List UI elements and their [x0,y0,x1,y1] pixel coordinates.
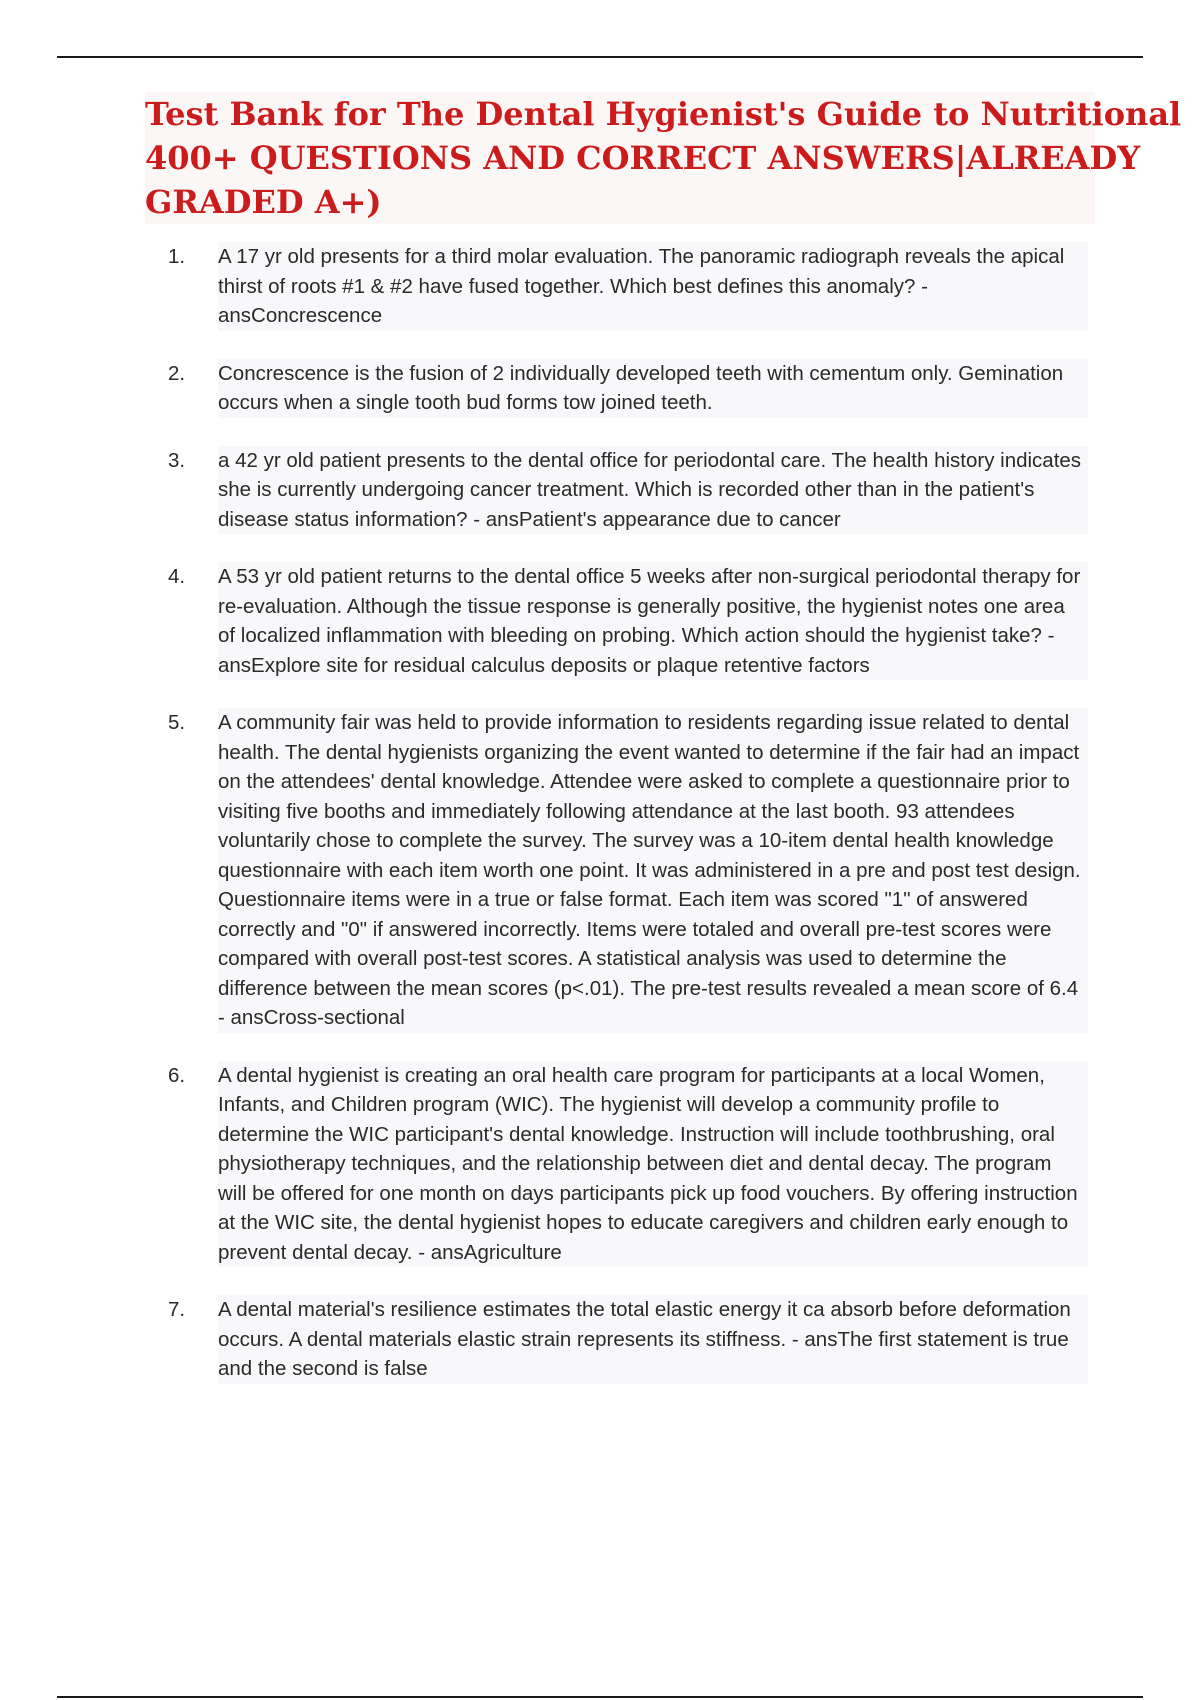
question-item-3 [168,446,1088,535]
question-text: a 42 yr old patient presents to the dental office for periodontal care. The health history indicates she is currently undergoing cancer treatment. Which is recorded other than in the patient's disease status information? - ansPatient's appearance due to cancer [218,446,1088,535]
question-text: A community fair was held to provide information to residents regarding issue related to dental health. The dental hygienists organizing the event wanted to determine if the fair had an impact on the attendees' dental knowledge. Attendee were asked to complete a questionnaire prior to visiting five booths and immediately following attendance at the last booth. 93 attendees voluntarily chose to complete the survey. The survey was a 10-item dental health knowledge questionnaire with each item worth one point. It was administered in a pre and post test design. Questionnaire items were in a true or false format. Each item was scored "1" of answered correctly and "0" if answered incorrectly. Items were totaled and overall pre-test scores were compared with overall post-test scores. A statistical analysis was used to determine the difference between the mean scores (p<.01). The pre-test results revealed a mean score of 6.4 - ansCross-sectional [218,708,1088,1033]
title-line-3: GRADED A+) [145,180,1095,224]
question-text: Concrescence is the fusion of 2 individually developed teeth with cementum only. Gemination occurs when a single tooth bud forms tow joined teeth. [218,359,1088,418]
question-number: 3. [168,448,186,472]
question-item-4 [168,562,1088,680]
top-rule [57,56,1143,58]
title-line-1: Test Bank for The Dental Hygienist's Guide to Nutritional [145,92,1095,136]
question-number: 4. [168,565,186,588]
question-number: 5. [168,711,186,734]
question-item-1 [168,242,1088,331]
question-text: A dental hygienist is creating an oral health care program for participants at a local Women, Infants, and Children program (WIC). The hygienist will develop a community profile to determine the WIC participant's dental knowledge. Instruction will include toothbrushing, oral physiotherapy techniques, and the relationship between diet and dental decay. The program will be offered for one month on days participants pick up food vouchers. By offering instruction at the WIC site, the dental hygienist hopes to educate caregivers and children early enough to prevent dental decay. - ansAgriculture [218,1061,1088,1268]
question-item-2 [168,359,1088,418]
question-text: A 53 yr old patient returns to the dental office 5 weeks after non-surgical periodontal therapy for re-evaluation. Although the tissue response is generally positive, the hygienist notes one area of localized inflammation with bleeding on probing. Which action should the hygienist take? - ansExplore site for residual calculus deposits or plaque retentive factors [218,562,1088,680]
question-number: 1. [168,245,186,268]
question-list [168,242,1088,1412]
question-number: 7. [168,1298,186,1321]
title-line-2: 400+ QUESTIONS AND CORRECT ANSWERS|ALREADY [145,136,1095,180]
question-number: 2. [168,361,186,385]
question-text: A dental material's resilience estimates the total elastic energy it ca absorb before deformation occurs. A dental materials elastic strain represents its stiffness. - ansThe first statement is true and the second is false [218,1295,1088,1384]
question-item-7 [168,1295,1088,1384]
bottom-rule [57,1696,1143,1698]
question-number: 6. [168,1063,186,1087]
question-text: A 17 yr old presents for a third molar evaluation. The panoramic radiograph reveals the apical thirst of roots #1 & #2 have fused together. Which best defines this anomaly? - ansConcrescence [218,242,1088,331]
question-item-5 [168,708,1088,1033]
question-item-6 [168,1061,1088,1268]
document-title [145,92,1182,224]
